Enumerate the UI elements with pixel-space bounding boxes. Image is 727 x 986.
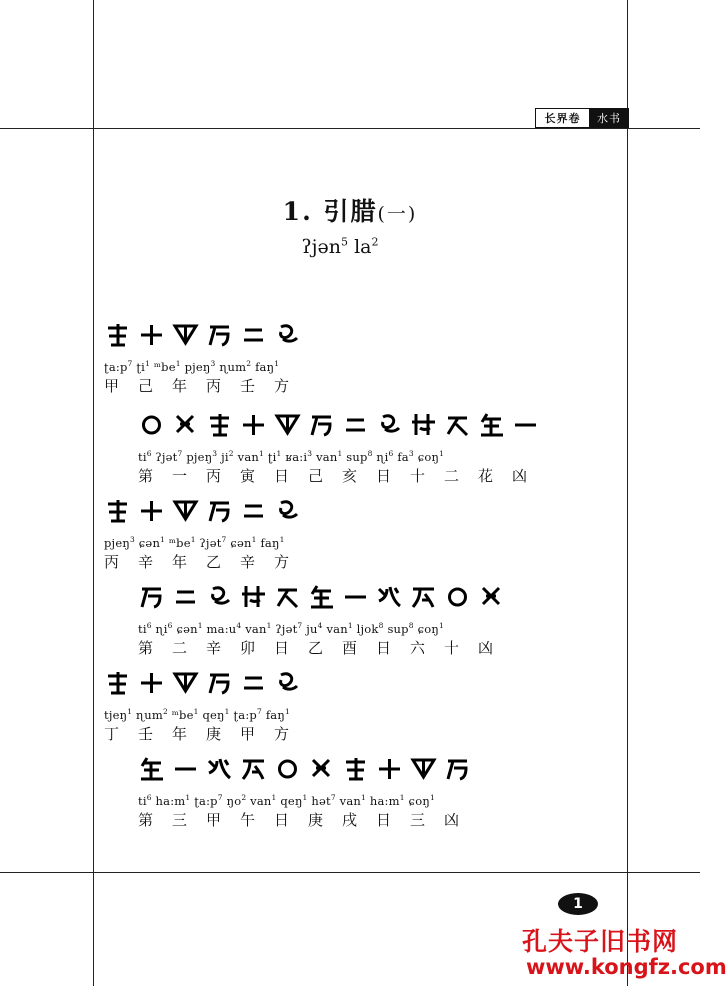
shui-glyph xyxy=(240,669,267,699)
shui-glyph xyxy=(376,755,403,785)
ipa-tone-number: 1 xyxy=(145,359,151,368)
ipa-syllable: faŋ$^1$ xyxy=(256,535,285,550)
chinese-gloss-char: 乙 xyxy=(308,639,324,657)
chinese-gloss-char: 卯 xyxy=(240,639,256,657)
shui-glyph xyxy=(478,411,505,441)
chinese-gloss-char: 花 xyxy=(478,467,494,485)
chinese-gloss-char: 甲 xyxy=(206,811,222,829)
shui-glyph xyxy=(138,755,165,785)
ipa-tone-number: 6 xyxy=(388,449,394,458)
shui-glyph xyxy=(512,411,539,441)
ipa-syllable: ljok$^8$ xyxy=(352,621,384,636)
ipa-tone-number: 3 xyxy=(408,449,414,458)
shui-glyph xyxy=(240,411,267,441)
shui-glyph xyxy=(138,583,165,613)
section-label: 水书 xyxy=(589,108,629,128)
ipa-tone-number: 1 xyxy=(438,621,444,630)
shui-glyph xyxy=(104,669,131,699)
ipa-syllable: faŋ$^1$ xyxy=(261,707,290,722)
chinese-gloss-char: 三 xyxy=(172,811,188,829)
ipa-syllable: ɕoŋ$^1$ xyxy=(413,621,444,636)
ipa-tone-number: 4 xyxy=(236,621,242,630)
ipa-tone-number: 1 xyxy=(190,535,196,544)
chinese-gloss-char: 壬 xyxy=(138,725,154,743)
ipa-tone-number: 1 xyxy=(193,707,199,716)
ipa-transcription-row xyxy=(104,530,308,550)
page-number: 1 xyxy=(558,893,598,915)
shui-glyph xyxy=(274,411,301,441)
chinese-gloss-char: 日 xyxy=(274,811,290,829)
shui-glyph xyxy=(104,497,131,527)
ipa-transcription-row xyxy=(104,354,308,374)
title-ipa-syllable: ʔjən$^5$ xyxy=(301,236,349,259)
ipa-tone-number: 6 xyxy=(167,621,173,630)
ipa-tone-number: 7 xyxy=(297,621,303,630)
ipa-syllable: ɕən$^1$ xyxy=(172,621,203,636)
shui-glyph xyxy=(172,755,199,785)
ipa-tone-number: 1 xyxy=(347,621,353,630)
chinese-gloss-char: 辛 xyxy=(240,553,256,571)
running-header xyxy=(535,108,629,128)
shui-glyph xyxy=(342,583,369,613)
verse-6 xyxy=(138,752,478,832)
ipa-syllable: van$^1$ xyxy=(241,621,272,636)
ipa-syllable: ɕoŋ$^1$ xyxy=(404,793,435,808)
chinese-gloss-char: 亥 xyxy=(342,467,358,485)
shui-glyph-row xyxy=(138,408,546,444)
shui-glyph xyxy=(240,321,267,351)
ipa-syllable: $ha:m^1$ xyxy=(151,793,191,808)
ipa-tone-number: 7 xyxy=(217,793,223,802)
shui-glyph xyxy=(138,669,165,699)
ipa-tone-number: 8 xyxy=(367,449,373,458)
ipa-syllable: ʈi$^1$ xyxy=(132,359,151,374)
ipa-tone-number: 1 xyxy=(251,535,257,544)
ipa-syllable: van$^1$ xyxy=(246,793,277,808)
ipa-tone-number: 1 xyxy=(224,707,230,716)
chinese-gloss-char: 年 xyxy=(172,377,188,395)
ipa-tone-number: 3 xyxy=(307,449,313,458)
chinese-gloss-row xyxy=(138,808,478,832)
header-rule xyxy=(0,128,700,129)
chinese-gloss-row xyxy=(138,636,512,660)
shui-glyph xyxy=(274,583,301,613)
shui-glyph xyxy=(274,497,301,527)
chinese-gloss-char: 甲 xyxy=(104,377,120,395)
shui-glyph-row xyxy=(138,752,478,788)
chinese-gloss-row xyxy=(104,722,308,746)
chinese-gloss-char: 凶 xyxy=(478,639,494,657)
shui-glyph xyxy=(308,583,335,613)
chinese-gloss-char: 丁 xyxy=(104,725,120,743)
left-margin-line xyxy=(93,0,94,986)
chinese-gloss-char: 年 xyxy=(172,553,188,571)
ipa-syllable: qeŋ$^1$ xyxy=(276,793,308,808)
ipa-syllable: ɳi$^6$ xyxy=(151,621,173,636)
shui-glyph xyxy=(206,321,233,351)
ipa-tone-number: 2 xyxy=(228,449,234,458)
shui-glyph xyxy=(206,755,233,785)
shui-glyph xyxy=(172,321,199,351)
shui-glyph-row xyxy=(104,318,308,354)
shui-glyph xyxy=(240,497,267,527)
chinese-gloss-char: 第 xyxy=(138,467,154,485)
ipa-tone-number: 3 xyxy=(210,359,216,368)
ipa-tone-number: 4 xyxy=(317,621,323,630)
ipa-tone-number: 1 xyxy=(266,621,272,630)
ipa-syllable: $ti^6$ xyxy=(138,621,152,636)
ipa-tone-number: 7 xyxy=(330,793,336,802)
shui-glyph xyxy=(274,321,301,351)
chapter-title-main: 1. 引腊 xyxy=(282,197,378,226)
chinese-gloss-row xyxy=(104,374,308,398)
shui-glyph xyxy=(172,583,199,613)
ipa-syllable: sup$^8$ xyxy=(383,621,414,636)
footer-rule xyxy=(0,872,700,873)
ipa-syllable: $fa^3$ xyxy=(393,449,414,464)
shui-glyph xyxy=(410,411,437,441)
chinese-gloss-char: 十 xyxy=(444,639,460,657)
ipa-syllable: van$^1$ xyxy=(335,793,367,808)
ipa-syllable: pjeŋ$^3$ xyxy=(180,359,216,374)
ipa-syllable: $ti^6$ xyxy=(138,793,152,808)
chinese-gloss-char: 辛 xyxy=(138,553,154,571)
ipa-syllable: ɕən$^1$ xyxy=(226,535,257,550)
ipa-transcription-row xyxy=(138,788,478,808)
chinese-gloss-char: 日 xyxy=(376,467,392,485)
chinese-gloss-char: 丙 xyxy=(104,553,120,571)
shui-glyph-row xyxy=(138,580,512,616)
ipa-tone-number: 7 xyxy=(221,535,227,544)
ipa-tone-number: 1 xyxy=(274,359,280,368)
ipa-syllable: ɕən$^1$ xyxy=(134,535,166,550)
verse-4 xyxy=(138,580,512,660)
ipa-tone-number: 8 xyxy=(378,621,384,630)
chinese-gloss-char: 方 xyxy=(274,725,290,743)
ipa-tone-number: 2 xyxy=(162,707,168,716)
shui-glyph xyxy=(308,411,335,441)
chapter-title-ipa xyxy=(0,236,680,258)
shui-glyph xyxy=(444,411,471,441)
ipa-syllable: ʈi$^1$ xyxy=(263,449,282,464)
shui-glyph xyxy=(138,497,165,527)
shui-glyph xyxy=(274,755,301,785)
shui-glyph xyxy=(410,583,437,613)
chapter-title-sub: (一) xyxy=(377,203,418,225)
shui-glyph xyxy=(376,583,403,613)
chinese-gloss-char: 庚 xyxy=(206,725,222,743)
ipa-tone-number: 3 xyxy=(129,535,135,544)
shui-glyph xyxy=(274,669,301,699)
shui-glyph xyxy=(172,497,199,527)
chinese-gloss-char: 壬 xyxy=(240,377,256,395)
shui-glyph xyxy=(104,321,131,351)
chinese-gloss-row xyxy=(104,550,308,574)
chinese-gloss-row xyxy=(138,464,546,488)
shui-glyph xyxy=(206,669,233,699)
watermark-site-name: 孔夫子旧书网 xyxy=(522,927,679,956)
ipa-syllable: hət$^7$ xyxy=(307,793,336,808)
chinese-gloss-char: 十 xyxy=(410,467,426,485)
ipa-tone-number: 1 xyxy=(197,621,203,630)
ipa-syllable: $ʈa:p^7$ xyxy=(190,793,223,808)
shui-glyph xyxy=(308,755,335,785)
ipa-syllable: ɳum$^2$ xyxy=(215,359,252,374)
ipa-syllable: sup$^8$ xyxy=(342,449,373,464)
ipa-tone-number: 3 xyxy=(212,449,218,458)
chinese-gloss-char: 己 xyxy=(138,377,154,395)
shui-glyph xyxy=(240,755,267,785)
chinese-gloss-char: 日 xyxy=(376,811,392,829)
ipa-syllable: $ʈa:p^7$ xyxy=(229,707,262,722)
verse-5 xyxy=(104,666,308,746)
ipa-tone-number: 1 xyxy=(279,535,285,544)
chinese-gloss-char: 方 xyxy=(274,553,290,571)
title-ipa-tone: 5 xyxy=(341,236,349,249)
ipa-syllable: ʔjət$^7$ xyxy=(151,449,183,464)
ipa-tone-number: 7 xyxy=(127,359,133,368)
ipa-tone-number: 1 xyxy=(127,707,133,716)
ipa-syllable: faŋ$^1$ xyxy=(251,359,280,374)
chinese-gloss-char: 己 xyxy=(308,467,324,485)
ipa-transcription-row xyxy=(104,702,308,722)
ipa-syllable: ɳum$^2$ xyxy=(132,707,168,722)
ipa-syllable: $ha:m^1$ xyxy=(366,793,405,808)
right-margin-line xyxy=(627,0,628,986)
shui-glyph xyxy=(342,755,369,785)
ipa-tone-number: 7 xyxy=(177,449,183,458)
ipa-syllable: pjeŋ$^3$ xyxy=(104,535,135,550)
ipa-tone-number: 1 xyxy=(185,793,191,802)
shui-glyph xyxy=(444,583,471,613)
shui-glyph xyxy=(138,411,165,441)
shui-glyph xyxy=(206,583,233,613)
ipa-syllable: qeŋ$^1$ xyxy=(198,707,230,722)
ipa-syllable: ᵐbe$^1$ xyxy=(165,535,196,550)
chinese-gloss-char: 方 xyxy=(274,377,290,395)
ipa-syllable: ʔjət$^7$ xyxy=(271,621,303,636)
ipa-syllable: $ʁa:i^3$ xyxy=(281,449,313,464)
chinese-gloss-char: 年 xyxy=(172,725,188,743)
chinese-gloss-char: 二 xyxy=(444,467,460,485)
chinese-gloss-char: 丙 xyxy=(206,377,222,395)
ipa-tone-number: 1 xyxy=(175,359,181,368)
ipa-transcription-row xyxy=(138,616,512,636)
ipa-syllable: $ʈa:p^7$ xyxy=(104,359,133,374)
shui-glyph xyxy=(478,583,505,613)
ipa-syllable: ɕoŋ$^1$ xyxy=(413,449,445,464)
ipa-tone-number: 6 xyxy=(146,621,152,630)
ipa-syllable: $ji^2$ xyxy=(217,449,234,464)
shui-glyph xyxy=(376,411,403,441)
chinese-gloss-char: 甲 xyxy=(240,725,256,743)
ipa-tone-number: 1 xyxy=(276,449,282,458)
chinese-gloss-char: 日 xyxy=(274,467,290,485)
chinese-gloss-char: 丙 xyxy=(206,467,222,485)
chapter-title xyxy=(0,192,700,228)
shui-glyph xyxy=(410,755,437,785)
ipa-tone-number: 1 xyxy=(160,535,166,544)
title-ipa-tone: 2 xyxy=(371,236,379,249)
ipa-syllable: van$^1$ xyxy=(312,449,343,464)
ipa-tone-number: 1 xyxy=(258,449,264,458)
shui-glyph-row xyxy=(104,666,308,702)
chinese-gloss-char: 凶 xyxy=(512,467,528,485)
ipa-tone-number: 1 xyxy=(302,793,308,802)
ipa-tone-number: 2 xyxy=(241,793,247,802)
ipa-tone-number: 1 xyxy=(361,793,367,802)
ipa-syllable: $ti^6$ xyxy=(138,449,152,464)
watermark-url: www.kongfz.com xyxy=(526,955,727,979)
shui-glyph xyxy=(172,669,199,699)
shui-glyph xyxy=(206,411,233,441)
shui-glyph xyxy=(138,321,165,351)
chinese-gloss-char: 戌 xyxy=(342,811,358,829)
chinese-gloss-char: 日 xyxy=(274,639,290,657)
ipa-tone-number: 1 xyxy=(429,793,435,802)
ipa-tone-number: 1 xyxy=(271,793,277,802)
shui-glyph xyxy=(342,411,369,441)
title-ipa-syllable: $la^2$ xyxy=(348,236,379,259)
ipa-tone-number: 2 xyxy=(246,359,252,368)
ipa-syllable: pjeŋ$^3$ xyxy=(182,449,218,464)
ipa-tone-number: 1 xyxy=(337,449,343,458)
ipa-syllable: ᵐbe$^1$ xyxy=(167,707,199,722)
chinese-gloss-char: 乙 xyxy=(206,553,222,571)
ipa-tone-number: 7 xyxy=(256,707,262,716)
ipa-syllable: van$^1$ xyxy=(322,621,353,636)
ipa-syllable: ɳi$^6$ xyxy=(372,449,394,464)
chinese-gloss-char: 庚 xyxy=(308,811,324,829)
chinese-gloss-char: 第 xyxy=(138,811,154,829)
ipa-tone-number: 6 xyxy=(146,449,152,458)
chinese-gloss-char: 寅 xyxy=(240,467,256,485)
verse-1 xyxy=(104,318,308,398)
ipa-syllable: $ju^4$ xyxy=(302,621,323,636)
shui-glyph xyxy=(444,755,471,785)
chinese-gloss-char: 酉 xyxy=(342,639,358,657)
ipa-syllable: $ŋo^2$ xyxy=(222,793,247,808)
chinese-gloss-char: 第 xyxy=(138,639,154,657)
ipa-syllable: $ma:u^4$ xyxy=(202,621,242,636)
shui-glyph xyxy=(172,411,199,441)
ipa-syllable: tjeŋ$^1$ xyxy=(104,707,133,722)
chinese-gloss-char: 一 xyxy=(172,467,188,485)
chinese-gloss-char: 三 xyxy=(410,811,426,829)
verse-2 xyxy=(138,408,546,488)
ipa-syllable: van$^1$ xyxy=(233,449,264,464)
ipa-tone-number: 1 xyxy=(284,707,290,716)
ipa-syllable: ᵐbe$^1$ xyxy=(150,359,181,374)
chinese-gloss-char: 辛 xyxy=(206,639,222,657)
verse-3 xyxy=(104,494,308,574)
chinese-gloss-char: 午 xyxy=(240,811,256,829)
chinese-gloss-char: 六 xyxy=(410,639,426,657)
chinese-gloss-char: 凶 xyxy=(444,811,460,829)
chinese-gloss-char: 二 xyxy=(172,639,188,657)
series-label: 长界卷 xyxy=(535,108,589,128)
ipa-tone-number: 6 xyxy=(146,793,152,802)
ipa-tone-number: 1 xyxy=(439,449,445,458)
ipa-tone-number: 1 xyxy=(399,793,405,802)
ipa-syllable: ʔjət$^7$ xyxy=(195,535,227,550)
shui-glyph-row xyxy=(104,494,308,530)
ipa-tone-number: 8 xyxy=(408,621,414,630)
shui-glyph xyxy=(240,583,267,613)
ipa-transcription-row xyxy=(138,444,546,464)
chinese-gloss-char: 日 xyxy=(376,639,392,657)
shui-glyph xyxy=(206,497,233,527)
